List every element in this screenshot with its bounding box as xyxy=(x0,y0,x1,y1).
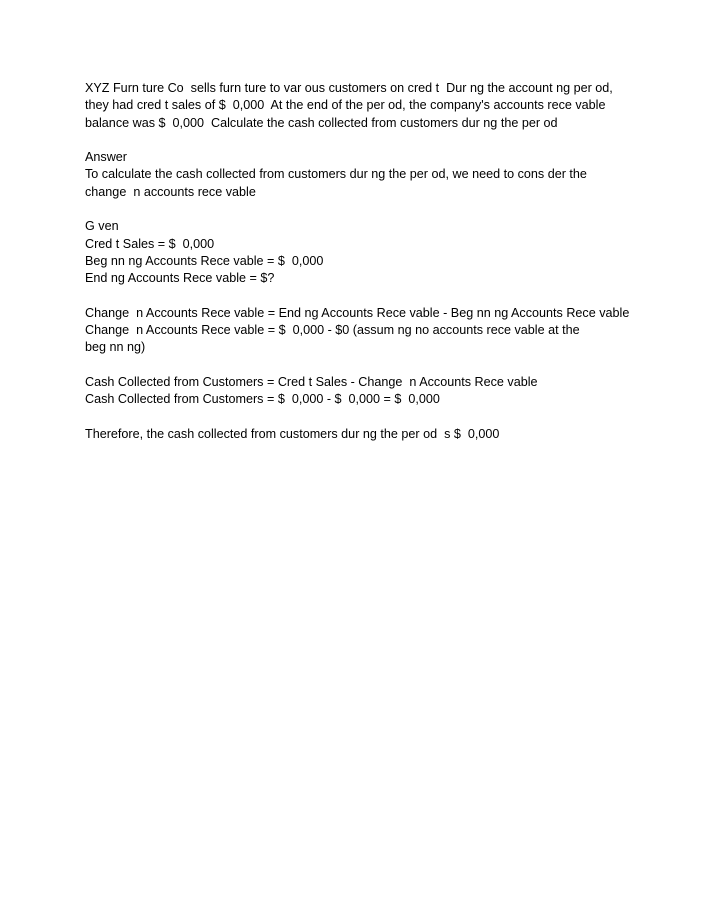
conclusion-line: Therefore, the cash collected from customers dur ng the per od s $ 0,000 xyxy=(85,426,500,441)
answer-heading: Answer xyxy=(85,150,127,165)
change-line-3: beg nn ng) xyxy=(85,340,146,355)
question-line-3: balance was $ 0,000 Calculate the cash collected from customers dur ng the per od xyxy=(85,115,558,130)
given-line-2: Beg nn ng Accounts Rece vable = $ 0,000 xyxy=(85,253,324,268)
answer-intro-line-2: change n accounts rece vable xyxy=(85,184,256,199)
question-line-2: they had cred t sales of $ 0,000 At the end of the per od, the company's accounts rece vable xyxy=(85,98,606,113)
cash-line-2: Cash Collected from Customers = $ 0,000 - $ 0,000 = $ 0,000 xyxy=(85,392,440,407)
question-line-1: XYZ Furn ture Co sells furn ture to var ous customers on cred t Dur ng the account ng per od, xyxy=(85,81,613,95)
paragraph-gap xyxy=(85,201,635,218)
answer-intro-line-1: To calculate the cash collected from customers dur ng the per od, we need to cons der the xyxy=(85,167,587,182)
paragraph-gap xyxy=(85,357,635,374)
given-heading: G ven xyxy=(85,219,119,234)
change-line-1: Change n Accounts Rece vable = End ng Accounts Rece vable - Beg nn ng Accounts Rece vable xyxy=(85,305,630,320)
cash-line-1: Cash Collected from Customers = Cred t Sales - Change n Accounts Rece vable xyxy=(85,375,538,390)
change-line-2: Change n Accounts Rece vable = $ 0,000 - $0 (assum ng no accounts rece vable at the xyxy=(85,323,580,338)
given-line-1: Cred t Sales = $ 0,000 xyxy=(85,236,215,251)
paragraph-gap xyxy=(85,288,635,305)
paragraph-gap xyxy=(85,409,635,426)
document-body xyxy=(85,80,635,443)
paragraph-gap xyxy=(85,132,635,149)
given-line-3: End ng Accounts Rece vable = $? xyxy=(85,271,275,286)
